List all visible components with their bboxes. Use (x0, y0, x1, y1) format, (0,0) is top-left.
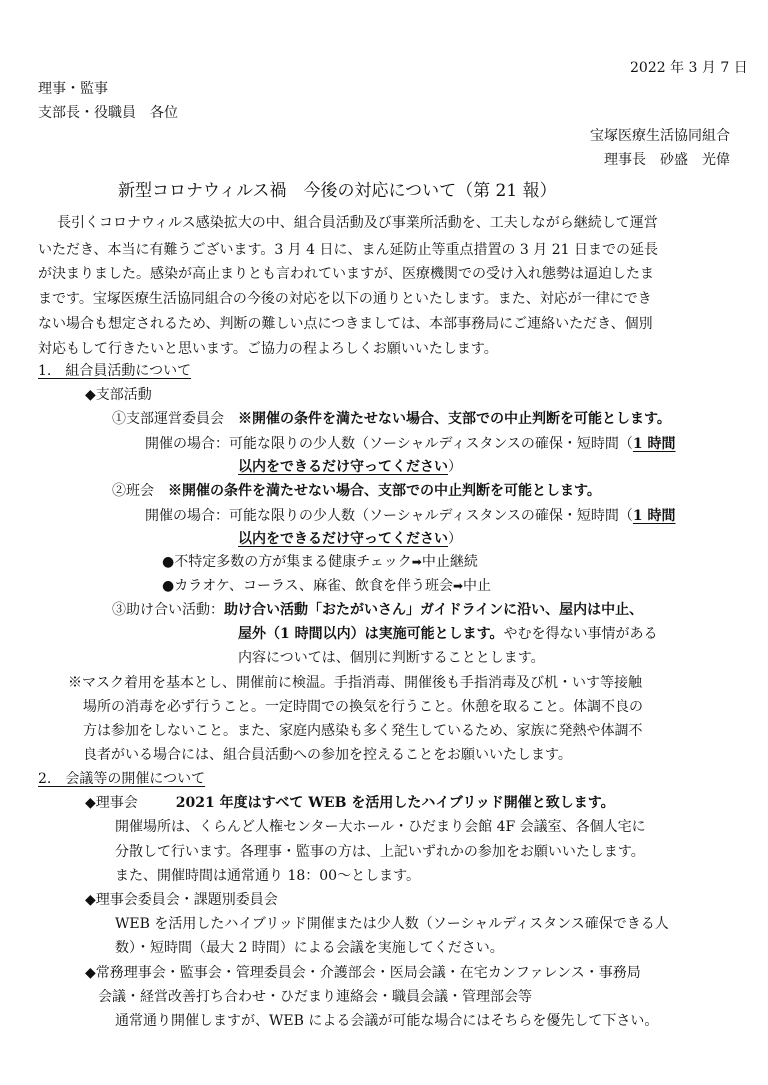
item-1-detail-line-2: 以内をできるだけ守ってください） (238, 459, 462, 475)
mask-note-line-1: ※マスク着用を基本とし、開催前に検温。手指消毒、開催後も手指消毒及び机・いす等接触 (68, 675, 642, 691)
committee-detail-2: 数）・短時間（最大 2 時間）による会議を実施してください。 (115, 940, 504, 956)
item-3-line-1: ③助け合い活動：助け合い活動「おたがいさん」ガイドラインに沿い、屋内は中止、 (112, 602, 644, 618)
item-2-detail-line-1: 開催の場合：可能な限りの少人数（ソーシャルディスタンスの確保・短時間（1 時間 (145, 508, 676, 524)
item-2-detail-time: 1 時間 (632, 508, 676, 524)
committee-detail-1: WEB を活用したハイブリッド開催または少人数（ソーシャルディスタンス確保できる人 (115, 916, 669, 932)
sender-organization: 宝塚医療生活協同組合 (590, 128, 730, 144)
board-meeting-detail-2: 分散して行います。各理事・監事の方は、上記いずれかの参加をお願いいたします。 (115, 844, 645, 860)
intro-line-3: が決まりました。感染が高止まりとも言われていますが、医療機関での受け入れ態勢は逼迫したま (38, 266, 654, 282)
item-2-detail-line-2: 以内をできるだけ守ってください） (238, 531, 462, 547)
recipient-line-2: 支部長・役職員 各位 (38, 105, 178, 121)
recipient-line-1: 理事・監事 (38, 81, 108, 97)
item-3-line-2: 屋外（1 時間以内）は実施可能とします。やむを得ない事情がある (238, 626, 658, 642)
date: 2022 年 3 月 7 日 (630, 60, 748, 76)
item-3-line-3: 内容については、個別に判断することとします。 (238, 650, 545, 666)
item-1-detail-time: 1 時間 (632, 436, 676, 452)
mask-note-line-3: 方は参加をしないこと。また、家庭内感染も多く発生しているため、家族に発熱や体調不 (83, 723, 643, 739)
standing-meetings-heading-1: ◆常務理事会・監事会・管理委員会・介護部会・医局会議・在宅カンファレンス・事務局 (85, 965, 641, 981)
item-1-detail-line-1: 開催の場合：可能な限りの少人数（ソーシャルディスタンスの確保・短時間（1 時間 (145, 436, 676, 452)
board-meeting-detail-3: また、開催時間は通常通り 18：00〜とします。 (115, 868, 420, 884)
item-1-label: ①支部運営委員会 (112, 411, 238, 427)
section-1-heading: 1. 組合員活動について (38, 363, 192, 379)
mask-note-line-4: 良者がいる場合には、組合員活動への参加を控えることをお願いいたします。 (83, 747, 572, 763)
board-meeting-line (85, 796, 615, 810)
board-meeting-note: 2021 年度はすべて WEB を活用したハイブリッド開催と致します。 (175, 795, 615, 811)
section-2-heading: 2. 会議等の開催について (38, 771, 206, 787)
intro-line-5: ない場合も想定されるため、判断の難しい点につきましては、本部事務局にご連絡いただき、個別 (38, 316, 653, 332)
item-1-note: ※開催の条件を満たせない場合、支部での中止判断を可能とします。 (238, 411, 671, 427)
bullet-health-check: ●不特定多数の方が集まる健康チェック➡中止継続 (162, 554, 478, 570)
board-meeting-detail-1: 開催場所は、くらんど人権センター大ホール・ひだまり会館 4F 会議室、各個人宅に (115, 819, 646, 835)
item-2-label: ②班会 (112, 483, 168, 499)
right-arrow-icon: ➡ (452, 579, 464, 593)
standing-meetings-detail: 通常通り開催しますが、WEB による会議が可能な場合にはそちらを優先して下さい。 (115, 1013, 659, 1029)
item-2-note: ※開催の条件を満たせない場合、支部での中止判断を可能とします。 (168, 483, 601, 499)
standing-meetings-heading-2: 会議・経営改善打ち合わせ・ひだまり連絡会・職員会議・管理部会等 (98, 989, 532, 1005)
branch-activity-heading: ◆支部活動 (85, 387, 152, 403)
item-3-label: ③助け合い活動： (112, 602, 224, 618)
intro-line-1: 長引くコロナウィルス感染拡大の中、組合員活動及び事業所活動を、工夫しながら継続して運営 (57, 215, 658, 231)
board-meeting-label: ◆理事会 (85, 795, 138, 811)
intro-line-2: いただき、本当に有難うございます。3 月 4 日に、まん延防止等重点措置の 3 月 21 日までの延長 (38, 242, 659, 258)
bullet-karaoke: ●カラオケ、コーラス、麻雀、飲食を伴う班会➡中止 (162, 578, 492, 594)
intro-line-4: まです。宝塚医療生活協同組合の今後の対応を以下の通りといたします。また、対応が一律にでき (38, 291, 652, 307)
sender-name: 理事長 砂盛 光偉 (604, 152, 730, 168)
intro-line-6: 対応もして行きたいと思います。ご協力の程よろしくお願いいたします。 (38, 341, 498, 357)
committee-heading: ◆理事会委員会・課題別委員会 (85, 892, 278, 908)
item-1-line (112, 412, 671, 426)
item-2-line (112, 484, 601, 498)
document-title: 新型コロナウィルス禍 今後の対応について（第 21 報） (118, 181, 557, 201)
right-arrow-icon: ➡ (411, 555, 422, 569)
mask-note-line-2: 場所の消毒を必ず行うこと。一定時間での換気を行うこと。休憩を取ること。体調不良の (83, 699, 643, 715)
